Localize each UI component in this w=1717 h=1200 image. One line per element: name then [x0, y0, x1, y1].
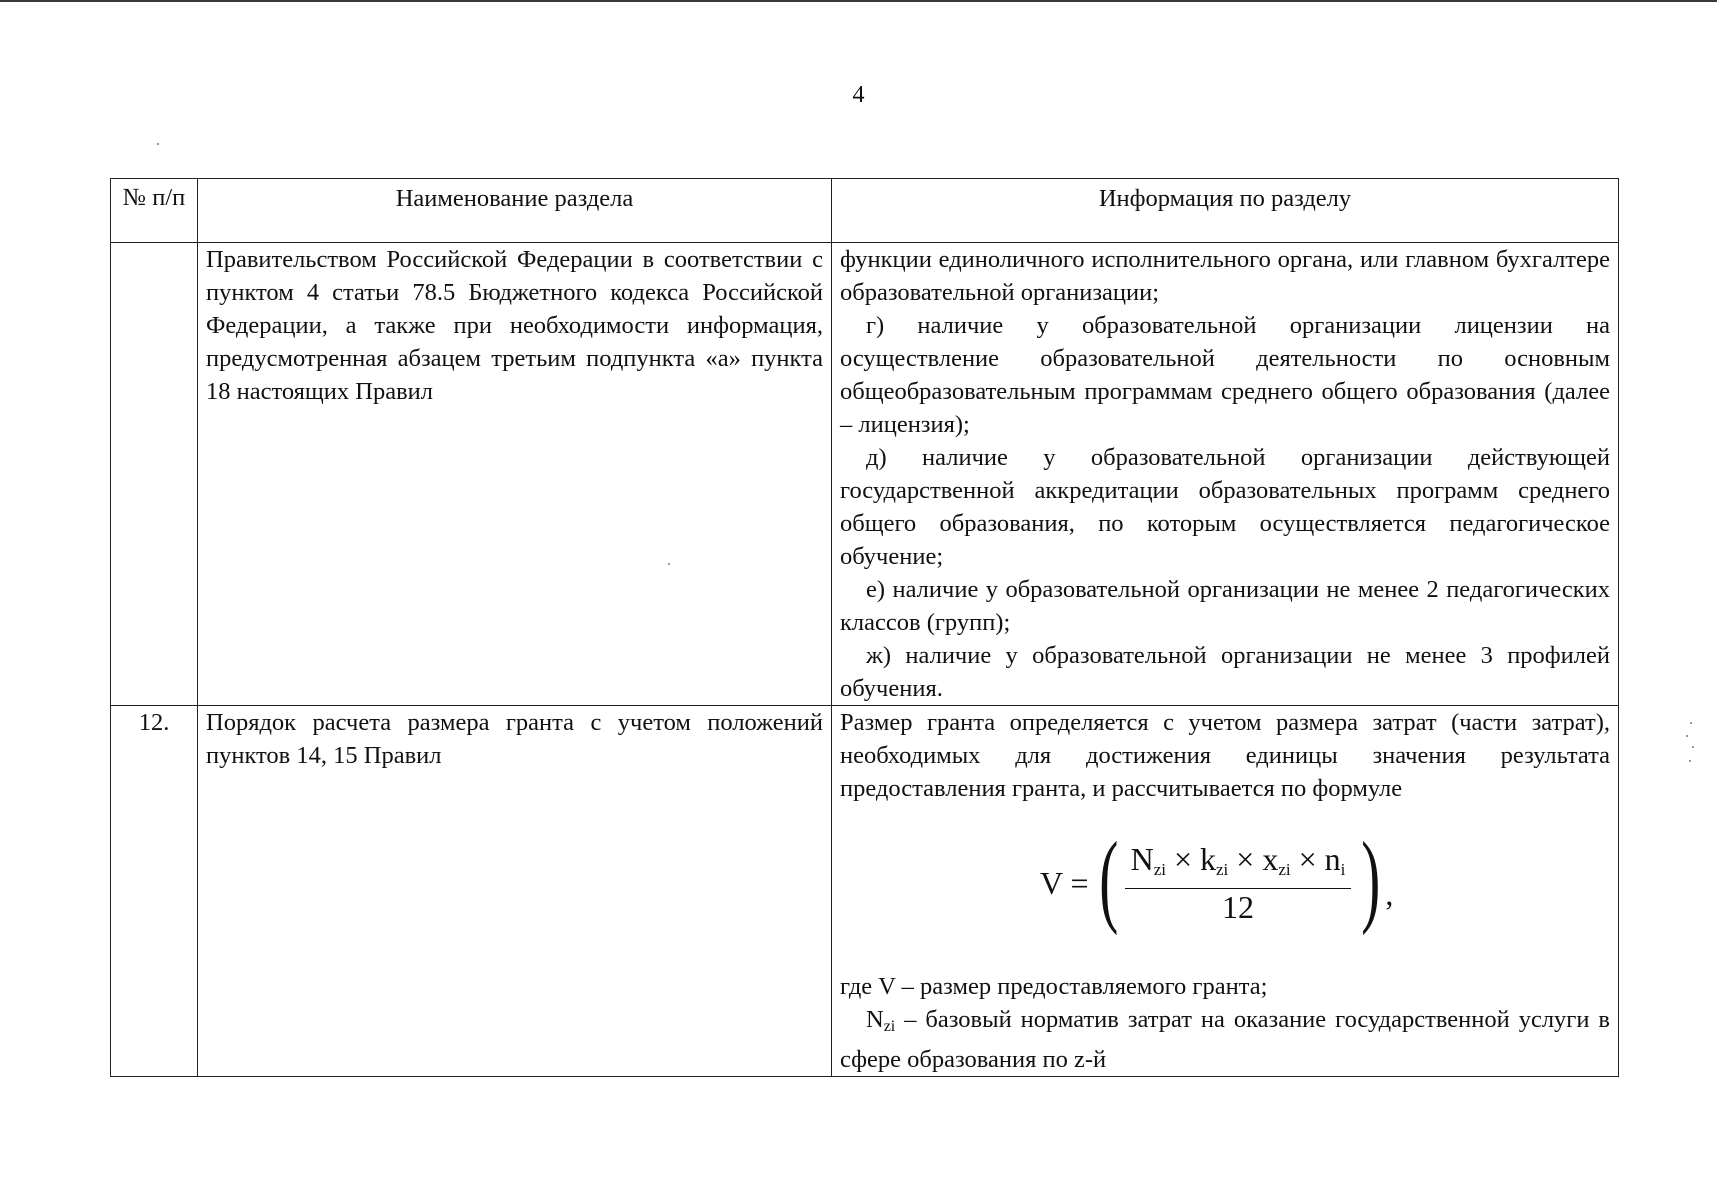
page-number: 4 — [852, 82, 865, 108]
grant-size-intro: Размер гранта определяется с учетом размера затрат (части затрат), необходимых для достижения единицы значения результата предоставления гранта, и рассчитывается по формуле — [840, 709, 1610, 802]
document-table — [110, 178, 1619, 1077]
nzi-subscript: zi — [883, 1018, 896, 1035]
row-12-name-cell — [198, 706, 832, 1077]
row-12-num: 12. — [111, 706, 198, 1077]
table-row — [111, 243, 1619, 706]
formula-symbol-n-zi: N — [1130, 840, 1154, 877]
formula-close-paren: ) — [1361, 821, 1381, 936]
row-continued-name: Правительством Российской Федерации в соответствии с пунктом 4 статьи 78.5 Бюджетного кодекса Российской Федерации, а также при необходимости информация, предусмотренная абзацем третьим подпункта «а» пункта 18 настоящих Правил — [206, 246, 823, 405]
formula-subscript: i — [1340, 859, 1346, 879]
page-top-edge — [0, 0, 1717, 2]
row-continued-info-cell — [832, 243, 1619, 706]
formula-subscript: zi — [1153, 859, 1166, 879]
info-paragraph: е) наличие у образовательной организации не менее 2 педагогических классов (групп); — [840, 576, 1610, 636]
info-paragraph: г) наличие у образовательной организации лицензии на осуществление образовательной деятельности по основным общеобразовательным программам среднего общего образования (далее – лицензия); — [840, 312, 1610, 438]
nzi-symbol: N — [866, 1006, 884, 1033]
scan-speck — [1692, 746, 1694, 748]
formula-numerator — [1125, 840, 1352, 889]
formula-fraction — [1125, 840, 1352, 925]
formula-times-sign: × — [1173, 840, 1193, 877]
row-continued-num — [111, 243, 198, 706]
scan-speck — [1686, 735, 1688, 737]
formula-denominator: 12 — [1221, 888, 1254, 925]
row-continued-name-cell — [198, 243, 832, 706]
formula-symbol-x-zi: x — [1262, 840, 1279, 877]
formula-symbol-n-i: n — [1324, 840, 1341, 877]
scan-speck — [1690, 722, 1692, 724]
header-num: № п/п — [111, 179, 198, 243]
row-12-name: Порядок расчета размера гранта с учетом положений пунктов 14, 15 Правил — [206, 709, 823, 769]
formula-times-sign: × — [1298, 840, 1317, 877]
formula-subscript: zi — [1216, 859, 1229, 879]
grant-formula-block — [840, 805, 1610, 970]
formula-trailing-comma: , — [1385, 875, 1394, 912]
grant-formula — [1040, 821, 1394, 936]
formula-open-paren: ( — [1098, 821, 1118, 936]
formula-subscript: zi — [1278, 859, 1291, 879]
row-12-info-cell — [832, 706, 1619, 1077]
header-section-info: Информация по разделу — [832, 179, 1619, 243]
header-section-name: Наименование раздела — [198, 179, 832, 243]
nzi-definition — [840, 1003, 1610, 1076]
formula-times-sign: × — [1236, 840, 1255, 877]
info-paragraph: функции единоличного исполнительного органа, или главном бухгалтере образовательной организации; — [840, 246, 1610, 306]
info-paragraph: д) наличие у образовательной организации действующей государственной аккредитации образовательных программ среднего общего образования, по которым осуществляется педагогическое обучение; — [840, 444, 1610, 570]
scan-speck — [1689, 760, 1691, 762]
table-row — [111, 706, 1619, 1077]
formula-lhs: V = — [1040, 864, 1089, 901]
formula-symbol-k-zi: k — [1200, 840, 1217, 877]
scan-speck — [157, 143, 159, 145]
info-paragraph: ж) наличие у образовательной организации не менее 3 профилей обучения. — [840, 642, 1610, 702]
nzi-text: – базовый норматив затрат на оказание государственной услуги в сфере образования по z-й — [840, 1006, 1610, 1073]
table-header-row — [111, 179, 1619, 243]
where-v-definition: где V – размер предоставляемого гранта; — [840, 973, 1268, 1000]
